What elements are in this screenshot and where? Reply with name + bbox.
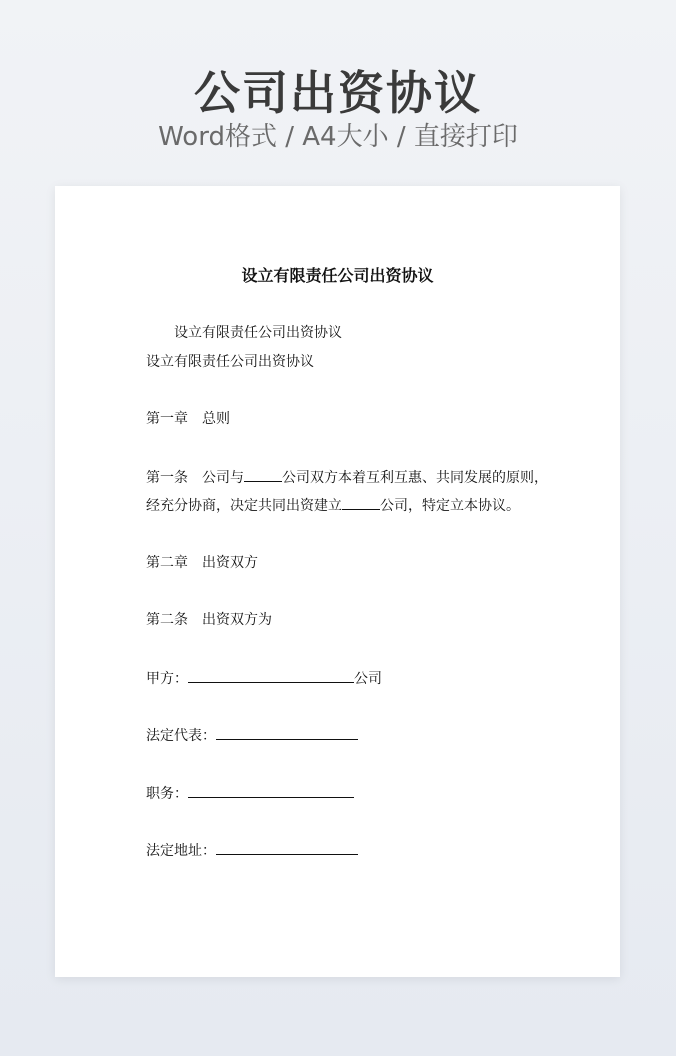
article-1-line-1 [146,467,548,488]
address-blank[interactable] [216,840,358,855]
legal-rep-row [146,725,358,746]
chapter-2-name: 出资双方 [202,555,258,571]
article-1-number: 第一条 [146,470,188,486]
article-1-text-c: 经充分协商，决定共同出资建立 [146,498,342,514]
intro-line-indented: 设立有限责任公司出资协议 [174,325,342,341]
subtitle: Word格式 / A4大小 / 直接打印 [158,122,518,152]
party-a-row [146,668,382,689]
chapter-2 [146,553,258,573]
article-1-text-a: 公司与 [202,470,244,486]
party-a-suffix: 公司 [354,671,382,687]
document-page [55,186,620,977]
legal-rep-blank[interactable] [216,725,358,740]
address-label: 法定地址： [146,843,216,859]
chapter-2-number: 第二章 [146,555,188,571]
address-row [146,840,358,861]
main-title: 公司出资协议 [194,66,482,120]
legal-rep-label: 法定代表： [146,728,216,744]
blank-company-name-1[interactable] [244,467,282,482]
article-2 [146,610,272,630]
chapter-1 [146,409,230,429]
article-1-text-b: 公司双方本着互利互惠、共同发展的原则， [282,470,548,486]
party-a-label: 甲方： [146,671,188,687]
position-label: 职务： [146,786,188,802]
chapter-1-name: 总则 [202,411,230,427]
document-title: 设立有限责任公司出资协议 [241,266,434,285]
intro-line: 设立有限责任公司出资协议 [146,354,314,370]
article-1-line-2 [146,495,520,516]
blank-company-name-2[interactable] [342,495,380,510]
position-row [146,783,354,804]
chapter-1-number: 第一章 [146,411,188,427]
article-2-text: 出资双方为 [202,612,272,628]
article-2-number: 第二条 [146,612,188,628]
party-a-blank[interactable] [188,668,354,683]
article-1-text-d: 公司，特定立本协议。 [380,498,520,514]
position-blank[interactable] [188,783,354,798]
